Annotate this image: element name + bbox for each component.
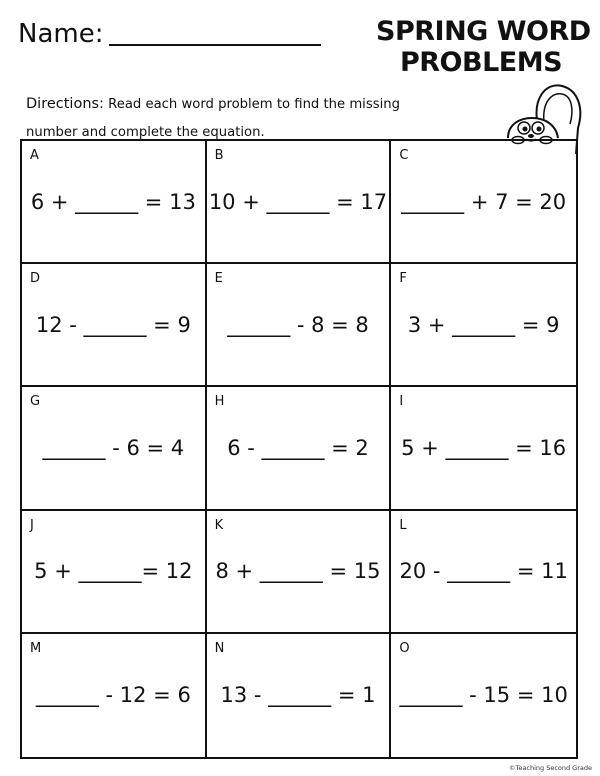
problem-cell-k bbox=[207, 511, 392, 634]
problem-cell-m bbox=[22, 634, 207, 757]
problem-cell-d bbox=[22, 264, 207, 387]
name-label: Name: bbox=[18, 19, 104, 49]
cell-letter: O bbox=[399, 640, 410, 656]
cell-letter: K bbox=[214, 517, 224, 533]
cell-equation[interactable]: 3 + ______ = 9 bbox=[407, 312, 560, 337]
name-line[interactable] bbox=[109, 44, 321, 46]
problem-cell-j bbox=[22, 511, 207, 634]
worksheet-title bbox=[376, 16, 591, 78]
problem-cell-f bbox=[391, 264, 576, 387]
cell-equation[interactable]: 6 - ______ = 2 bbox=[227, 435, 369, 460]
cell-letter: L bbox=[399, 517, 407, 533]
problem-cell-c bbox=[391, 141, 576, 264]
cell-equation[interactable]: 5 + ______= 12 bbox=[34, 559, 193, 584]
cell-letter: A bbox=[30, 148, 39, 163]
cell-letter: I bbox=[399, 394, 404, 410]
copyright-text: ©Teaching Second Grade bbox=[509, 764, 592, 772]
cell-equation[interactable]: ______ - 15 = 10 bbox=[399, 683, 568, 708]
cell-letter: M bbox=[30, 640, 42, 656]
problem-cell-g bbox=[22, 387, 207, 510]
cell-equation[interactable]: 12 - ______ = 9 bbox=[35, 312, 191, 337]
cell-letter: E bbox=[214, 271, 223, 287]
cell-letter: B bbox=[214, 148, 224, 163]
directions-text: Read each word problem to find the missing number and complete the equation. bbox=[26, 97, 400, 140]
problem-cell-o bbox=[391, 634, 576, 757]
cell-equation[interactable]: 6 + ______ = 13 bbox=[30, 189, 196, 214]
problem-cell-h bbox=[207, 387, 392, 510]
cell-equation[interactable]: 10 + ______ = 17 bbox=[208, 189, 388, 214]
cell-equation[interactable]: 8 + ______ = 15 bbox=[215, 559, 381, 584]
problem-grid bbox=[20, 139, 578, 759]
directions-label: Directions: bbox=[26, 96, 104, 112]
cell-equation[interactable]: ______ - 12 = 6 bbox=[35, 683, 191, 708]
problem-cell-e bbox=[207, 264, 392, 387]
problem-cell-b bbox=[207, 141, 392, 264]
cell-letter: D bbox=[30, 271, 41, 287]
cell-letter: H bbox=[214, 394, 225, 410]
cell-letter: C bbox=[399, 148, 409, 163]
title-line-1: SPRING WORD bbox=[376, 16, 591, 47]
cell-equation[interactable]: ______ + 7 = 20 bbox=[401, 189, 567, 214]
problem-cell-l bbox=[391, 511, 576, 634]
cell-letter: N bbox=[214, 640, 225, 656]
cell-equation[interactable]: 13 - ______ = 1 bbox=[220, 683, 376, 708]
cell-equation[interactable]: 20 - ______ = 11 bbox=[399, 559, 568, 584]
cell-letter: F bbox=[399, 271, 407, 287]
cell-equation[interactable]: ______ - 6 = 4 bbox=[42, 435, 185, 460]
cell-equation[interactable]: ______ - 8 = 8 bbox=[227, 312, 369, 337]
cell-letter: G bbox=[30, 394, 41, 410]
cell-letter: J bbox=[30, 517, 34, 533]
title-line-2: PROBLEMS bbox=[399, 47, 563, 78]
cell-equation[interactable]: 5 + ______ = 16 bbox=[401, 435, 567, 460]
name-row bbox=[18, 18, 321, 50]
problem-cell-n bbox=[207, 634, 392, 757]
problem-cell-a bbox=[22, 141, 207, 264]
problem-cell-i bbox=[391, 387, 576, 510]
